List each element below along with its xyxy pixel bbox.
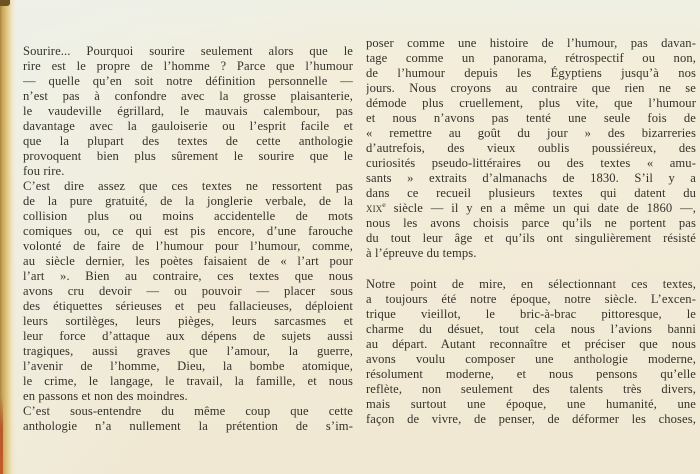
spine-top-shadow [0, 0, 10, 6]
text-line: comiques ou, ce qui est pis encore, d’une farouche [23, 224, 353, 238]
text-line: « remettre au goût du jour » des bizarreries [366, 126, 696, 140]
text-line: l’art ». Bien au contraire, ces textes que nous [23, 269, 353, 283]
text-column-right [366, 36, 696, 427]
text-column-left [23, 44, 353, 434]
text-line: leur force d’attaque aux dépens de sujets aussi [23, 329, 353, 343]
text-line: l’avenir de l’homme, Dieu, la bombe atomique, [23, 359, 353, 373]
text-line: démode plus cruellement, plus vite, que l’humour [366, 96, 696, 110]
text-line: C’est sous-entendre du même coup que cette [23, 404, 353, 418]
text-line: d’autrefois, des vieux oublis poussiéreux, des [366, 141, 696, 155]
text-line: poser comme une histoire de l’humour, pas davan- [366, 36, 696, 50]
text-line: curiosités pseudo-littéraires ou des textes « amu- [366, 156, 696, 170]
smallcaps-roman-numeral: xix [366, 201, 383, 215]
text-line: et nous n’avons pas tenté une seule fois de [366, 111, 696, 125]
text-line: avons cru devoir — ou pouvoir — placer sous [23, 284, 353, 298]
text-line: façon de vivre, de penser, de déformer les choses, [366, 412, 696, 426]
text-segment: , comme, [297, 239, 353, 253]
text-line: rire est le propre de l’homme ? Parce que l’humour [23, 59, 353, 73]
text-line: trique vieillot, le bric-à-brac pittoresque, le [366, 307, 696, 321]
text-line: jours. Nous croyons au contraire que rien ne se [366, 81, 696, 95]
text-line [23, 239, 353, 254]
text-line: — quelle qu’en soit notre définition personnelle — [23, 74, 353, 88]
text-line: de la pure gratuité, de la jonglerie verbale, de la [23, 194, 353, 208]
text-line: n’est pas à confondre avec la grosse plaisanterie, [23, 89, 353, 103]
text-line: reflète, non seulement des talents très divers, [366, 382, 696, 396]
text-line: sants » extraits d’almanachs de 1830. S’il y a [366, 171, 696, 185]
text-line: résolument moderne, et nous pensons qu’elle [366, 367, 696, 381]
italic-phrase: l’humour pour l’humour [155, 239, 298, 253]
text-segment: fou rire. [23, 164, 65, 178]
text-line: Sourire... Pourquoi sourire seulement alors que le [23, 44, 353, 58]
text-line: davantage avec la gauloiserie ou l’esprit facile et [23, 119, 353, 133]
text-line [366, 201, 696, 216]
text-line [23, 389, 353, 404]
text-line: que la plupart des textes de cette anthologie [23, 134, 353, 148]
text-line: Notre point de mire, en sélectionnant ces textes, [366, 277, 696, 291]
text-line: dans ce recueil plusieurs textes qui datent du [366, 186, 696, 200]
text-line: tragiques, aussi graves que l’amour, la guerre, [23, 344, 353, 358]
text-line: le vaudeville égrillard, le mauvais calembour, pas [23, 104, 353, 118]
text-line: mais surtout une époque, une humanité, une [366, 397, 696, 411]
text-line: au départ. Autant reconnaître et préciser que nous [366, 337, 696, 351]
spine-bottom-red-edge [0, 396, 3, 474]
text-line: nous les avons choisis parce qu’ils ne portent pas [366, 216, 696, 230]
text-line: de l’humour depuis les Égyptiens jusqu’à nos [366, 66, 696, 80]
superscript-ordinal: e [382, 201, 386, 209]
text-line: du tout leur âge et qu’ils ont singulièrement résisté [366, 231, 696, 245]
text-line: le crime, le langage, le travail, la famille, et nous [23, 374, 353, 388]
text-line: a toujours été notre époque, notre siècle. L’excen- [366, 292, 696, 306]
text-line: anthologie n’a nullement la prétention de s’im- [23, 419, 353, 433]
text-line: collision plus ou moins accidentelle de mots [23, 209, 353, 223]
text-line: des étiquettes sérieuses et peu fallacieuses, déploient [23, 299, 353, 313]
text-line: C’est dire assez que ces textes ne ressortent pas [23, 179, 353, 193]
text-line [366, 261, 696, 277]
text-segment: en passons et non des moindres. [23, 389, 188, 403]
text-line: avons voulu composer une anthologie moderne, [366, 352, 696, 366]
text-line [366, 246, 696, 261]
text-line [23, 164, 353, 179]
text-line: provoquent bien plus sûrement le sourire que le [23, 149, 353, 163]
text-segment: volonté de faire de [23, 239, 156, 253]
text-segment: à l’épreuve du temps. [366, 246, 477, 260]
text-line: charme du désuet, tout cela nous l’avions banni [366, 322, 696, 336]
text-line: tage comme un panorama, rétrospectif ou non, [366, 51, 696, 65]
text-line: leurs sortilèges, leurs pièges, leurs sarcasmes et [23, 314, 353, 328]
text-line: au siècle dernier, les poètes faisaient de « l’art pour [23, 254, 353, 268]
text-segment: siècle — il y en a même un qui date de 1860 —, [385, 201, 696, 215]
